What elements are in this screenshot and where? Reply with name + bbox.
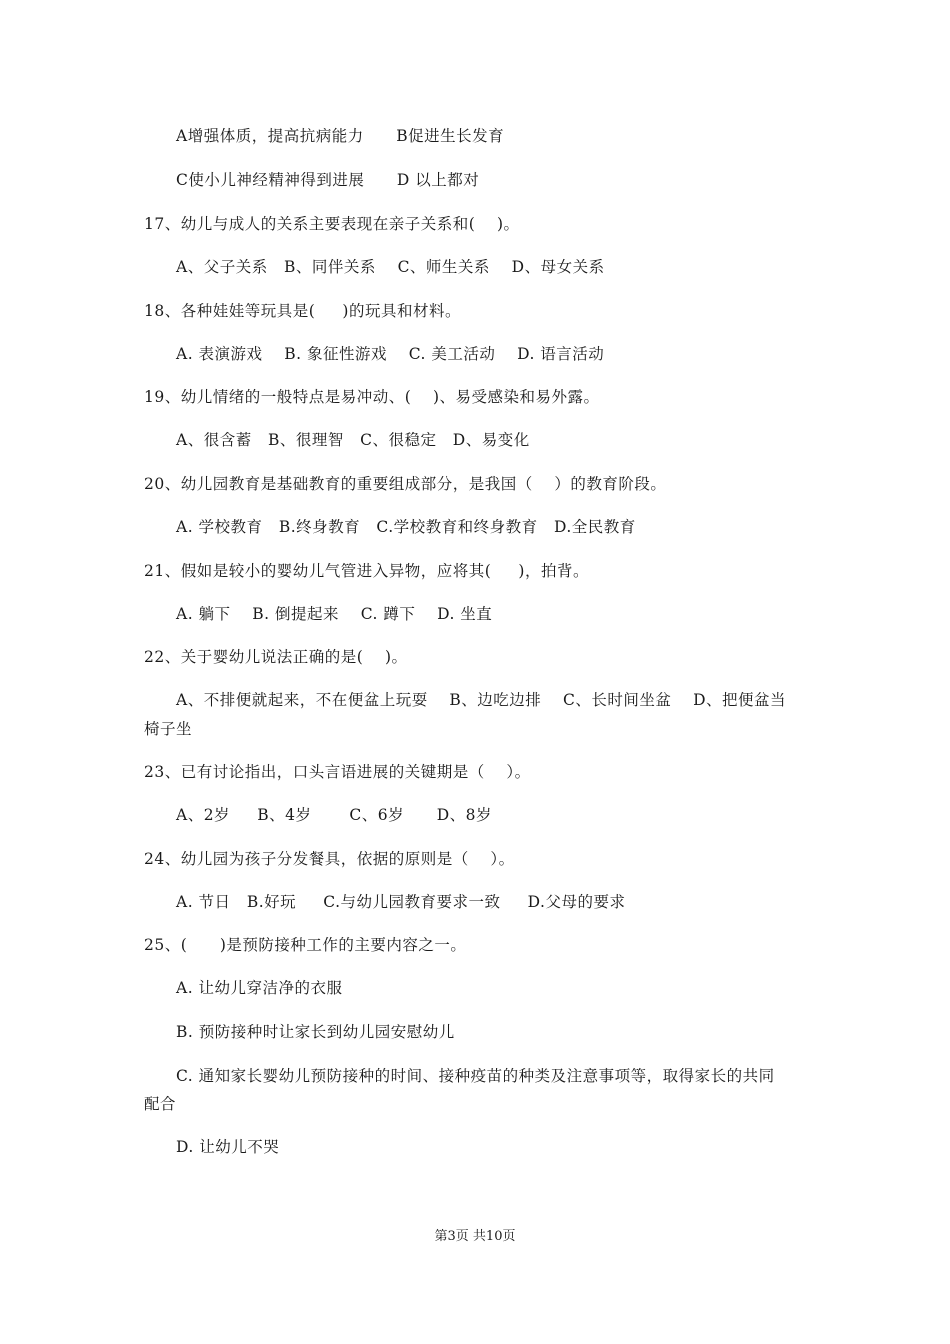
question-17: 17、幼儿与成人的关系主要表现在亲子关系和( )。 [144,215,520,233]
question-20: 20、幼儿园教育是基础教育的重要组成部分，是我国（ ）的教育阶段。 [144,475,667,493]
option-line-16a: A增强体质，提高抗病能力 B促进生长发育 [176,127,505,145]
question-22: 22、关于婴幼儿说法正确的是( )。 [144,648,408,666]
page-footer [0,1228,950,1246]
options-18: A. 表演游戏 B. 象征性游戏 C. 美工活动 D. 语言活动 [176,345,605,363]
option-25a: A. 让幼儿穿洁净的衣服 [176,979,343,997]
option-25c-continued: 配合 [144,1095,177,1113]
option-line-16b: C使小儿神经精神得到进展 D 以上都对 [176,171,480,189]
option-25d: D. 让幼儿不哭 [176,1138,280,1156]
options-22: A、不排便就起来，不在便盆上玩耍 B、边吃边排 C、长时间坐盆 D、把便盆当 [176,691,786,709]
option-25b: B. 预防接种时让家长到幼儿园安慰幼儿 [176,1023,455,1041]
options-24: A. 节日 B.好玩 C.与幼儿园教育要求一致 D.父母的要求 [176,893,626,911]
options-22-continued: 椅子坐 [144,720,193,738]
page-number: 第3页 共10页 [434,1229,516,1244]
options-19: A、很含蓄 B、很理智 C、很稳定 D、易变化 [176,431,530,449]
question-19: 19、幼儿情绪的一般特点是易冲动、( )、易受感染和易外露。 [144,388,600,406]
options-23: A、2岁 B、4岁 C、6岁 D、8岁 [176,806,493,824]
options-21: A. 躺下 B. 倒提起来 C. 蹲下 D. 坐直 [176,605,493,623]
options-20: A. 学校教育 B.终身教育 C.学校教育和终身教育 D.全民教育 [176,518,636,536]
question-21: 21、假如是较小的婴幼儿气管进入异物，应将其( )，拍背。 [144,562,589,580]
options-17: A、父子关系 B、同伴关系 C、师生关系 D、母女关系 [176,258,605,276]
question-24: 24、幼儿园为孩子分发餐具，依据的原则是（ ）。 [144,850,515,868]
question-18: 18、各种娃娃等玩具是( )的玩具和材料。 [144,302,461,320]
option-25c: C. 通知家长婴幼儿预防接种的时间、接种疫苗的种类及注意事项等，取得家长的共同 [176,1067,775,1085]
question-25: 25、( )是预防接种工作的主要内容之一。 [144,936,467,954]
question-23: 23、已有讨论指出，口头言语进展的关键期是（ ）。 [144,763,531,781]
